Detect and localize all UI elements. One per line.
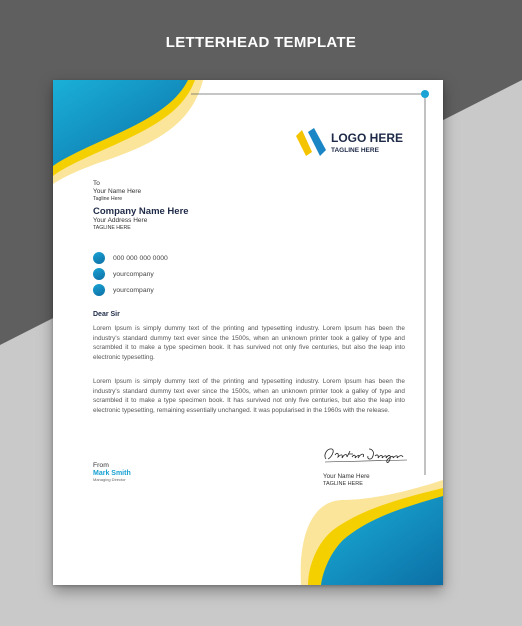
signature-block (323, 445, 409, 487)
contact-web (93, 266, 168, 282)
signature-name: Your Name Here (323, 473, 370, 480)
recipient-tagline: Tagline Here (93, 196, 123, 202)
from-label: From (93, 462, 109, 469)
letterhead-page (53, 80, 443, 585)
logo-icon (296, 128, 328, 158)
sender-name: Mark Smith (93, 470, 131, 477)
contact-mail (93, 282, 168, 298)
sender-block (93, 462, 131, 482)
contact-phone (93, 250, 168, 266)
phone-icon (93, 252, 105, 264)
contact-phone-text: 000 000 000 0000 (113, 254, 168, 262)
recipient-block (93, 180, 189, 232)
signature-tagline: TAGLINE HERE (323, 481, 363, 487)
contact-mail-text: yourcompany (113, 286, 154, 294)
company-name: Company Name Here (93, 206, 189, 217)
to-label: To (93, 180, 100, 187)
contact-web-text: yourcompany (113, 270, 154, 278)
logo (331, 131, 403, 154)
body-paragraph-2: Lorem Ipsum is simply dummy text of the printing and typesetting industry. Lorem Ipsum has been the industry's standard dummy text ever since the 1500s, when an unknown printer took a galley of type and scrambled it to make a type specimen book. It has survived not only five centuries, but also the leap into electronic typesetting, remaining essentially unchanged. It was popularised in the 1960s with the release. (93, 378, 405, 414)
company-address: Your Address Here (93, 217, 148, 224)
banner-title: LETTERHEAD TEMPLATE (165, 34, 357, 51)
logo-tagline: TAGLINE HERE (331, 147, 379, 154)
salutation: Dear Sir (93, 311, 120, 318)
mail-icon (93, 284, 105, 296)
company-tagline: TAGLINE HERE (93, 225, 131, 231)
logo-title: LOGO HERE (331, 131, 404, 145)
recipient-name: Your Name Here (93, 188, 142, 195)
sender-role: Managing Director (93, 477, 126, 482)
contact-list (93, 250, 168, 298)
signature-script (323, 445, 409, 465)
web-icon (93, 268, 105, 280)
body-paragraph-1: Lorem Ipsum is simply dummy text of the printing and typesetting industry. Lorem Ipsum has been the industry's standard dummy text ever since the 1500s, when an unknown printer took a galley of type and scrambled it to make a type specimen book. It has survived not only five centuries, but also the leap into electronic typesetting. (93, 325, 405, 361)
